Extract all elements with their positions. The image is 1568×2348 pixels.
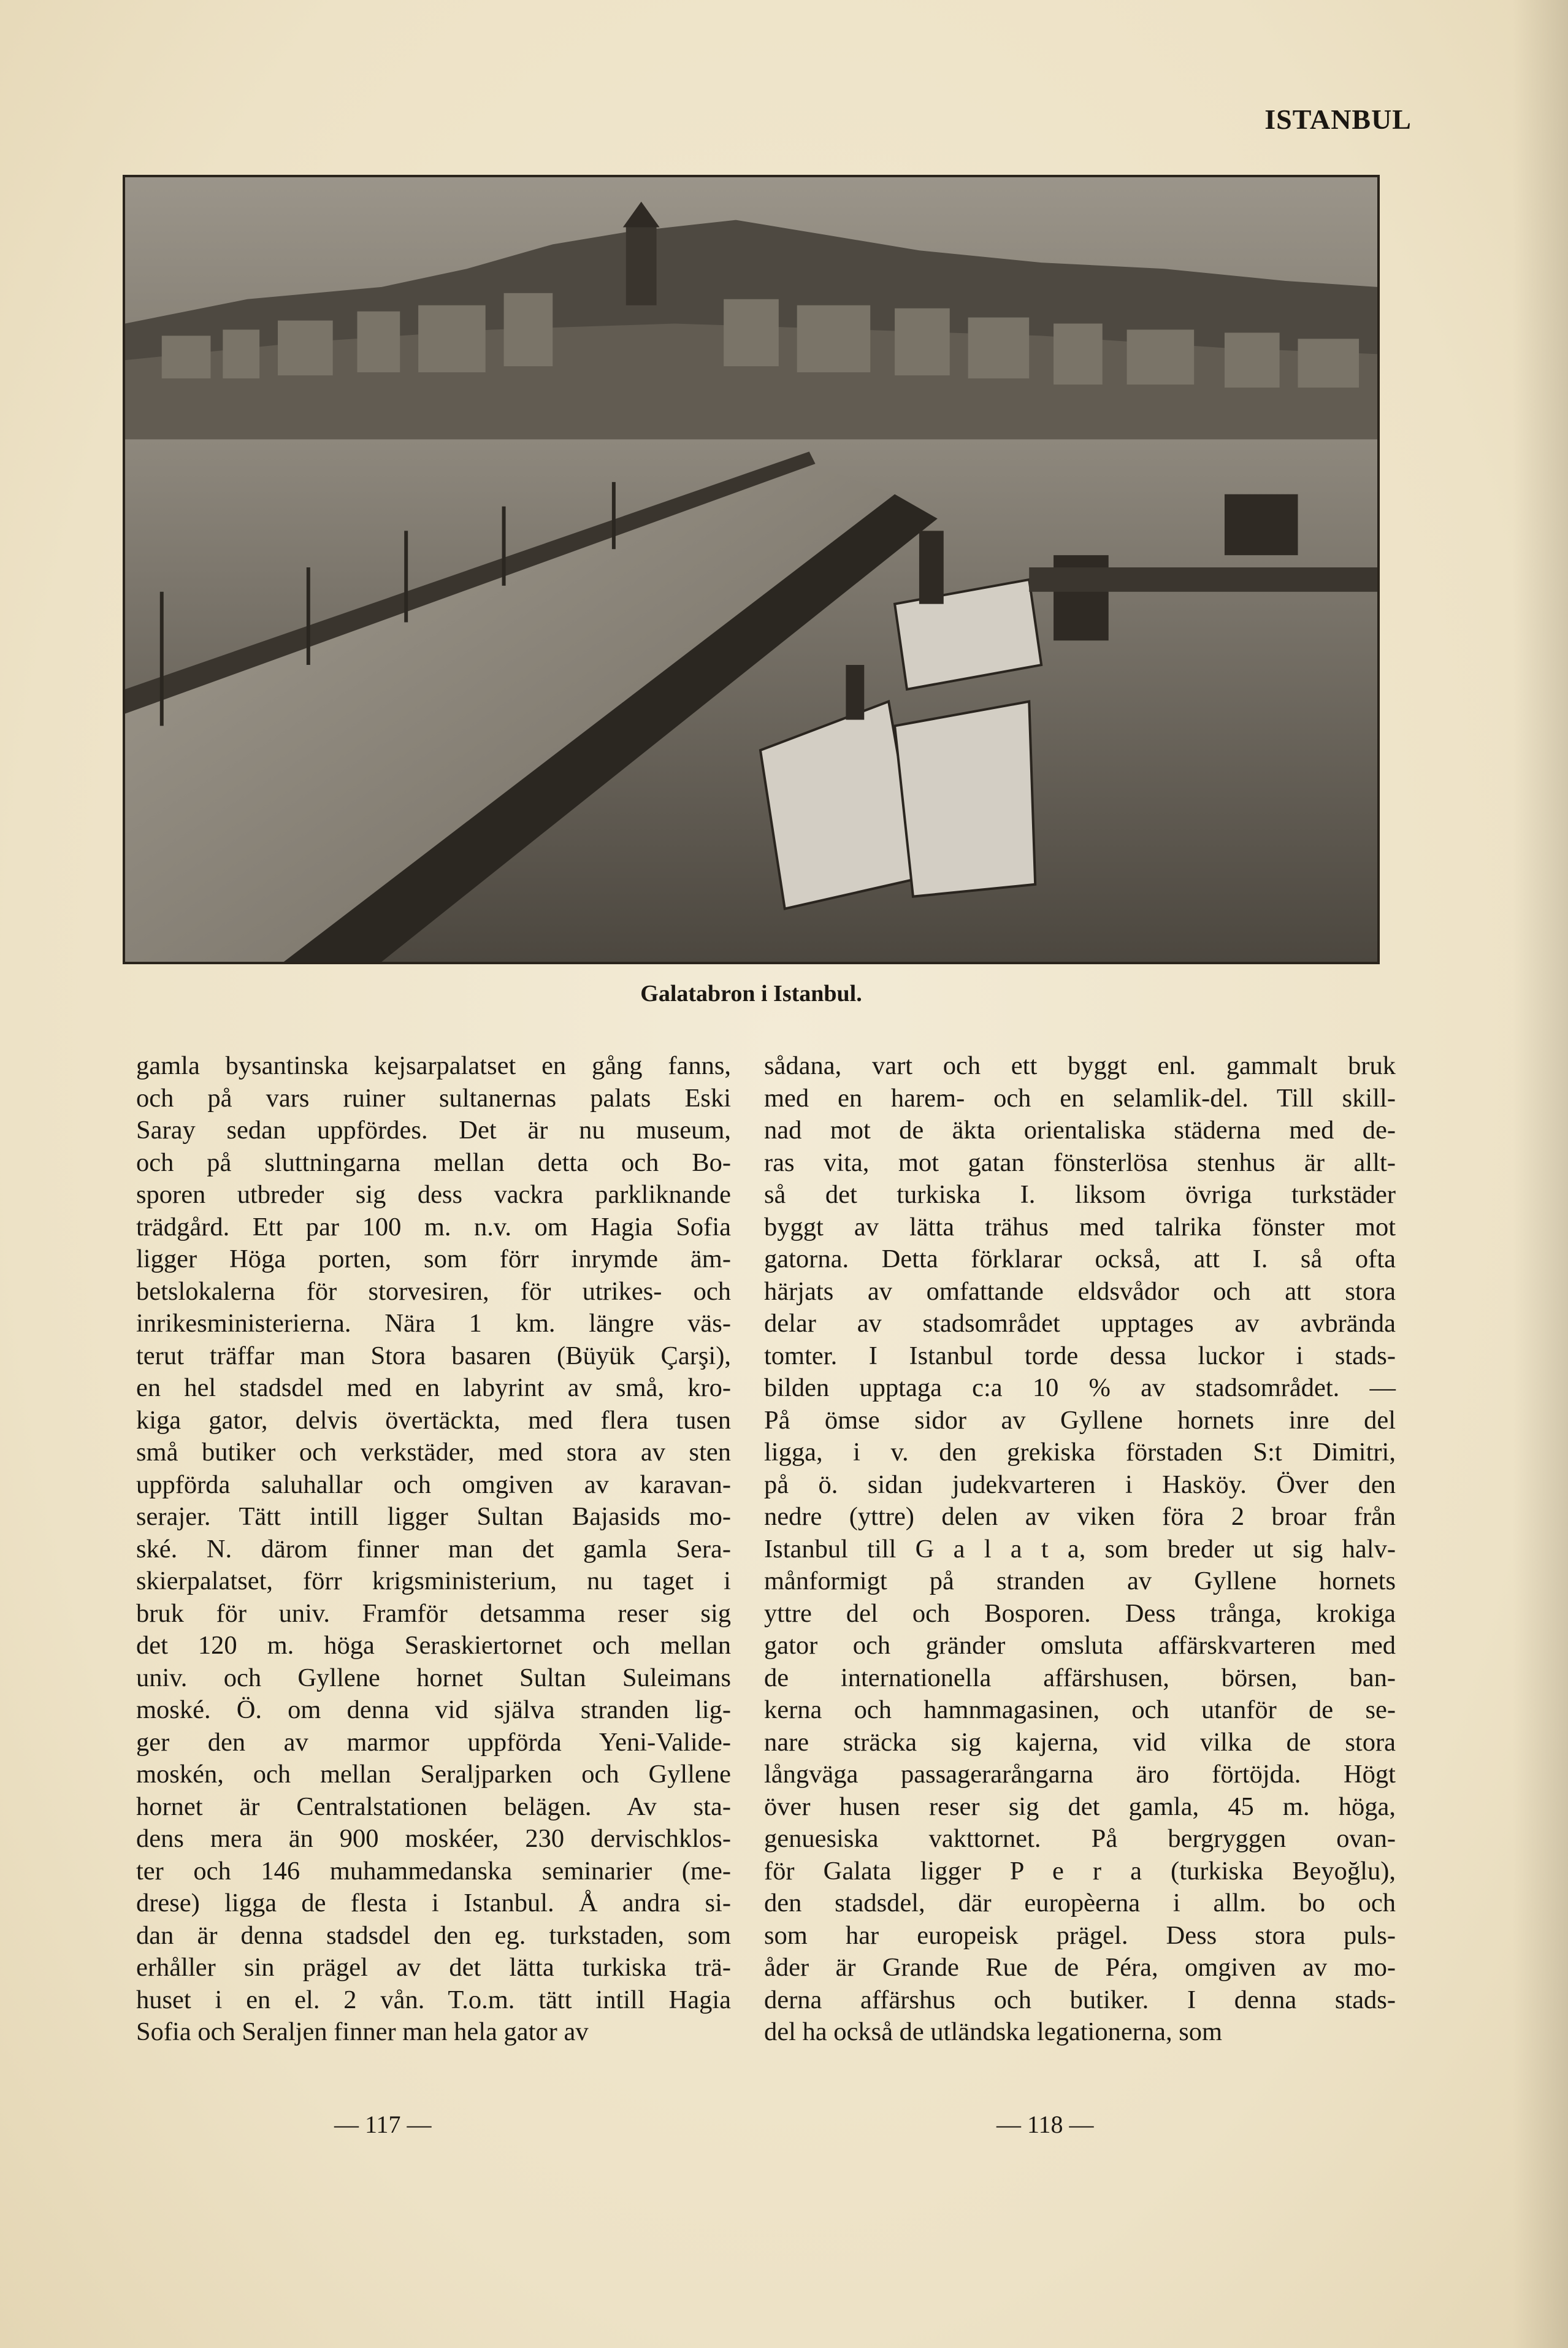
text-line: det 120 m. höga Seraskiertornet och mellan [136, 1631, 731, 1660]
text-line: nare sträcka sig kajerna, vid vilka de stora [764, 1727, 1396, 1757]
text-line: sporen utbreder sig dess vackra parkliknande [136, 1180, 731, 1209]
text-line: gator och gränder omsluta affärskvarteren med [764, 1631, 1396, 1660]
text-line: för Galata ligger P e r a (turkiska Beyoğlu), [764, 1856, 1396, 1886]
text-line: tomter. I Istanbul torde dessa luckor i stads- [764, 1341, 1396, 1370]
text-line: kiga gator, delvis övertäckta, med flera tusen [136, 1405, 731, 1435]
text-line: moské. Ö. om denna vid själva stranden lig- [136, 1695, 731, 1724]
text-line: Istanbul till G a l a t a, som breder ut sig halv- [764, 1534, 1396, 1563]
text-line: åder är Grande Rue de Péra, omgiven av mo- [764, 1953, 1396, 1982]
text-line: hornet är Centralstationen belägen. Av sta- [136, 1792, 731, 1821]
text-line: ské. N. därom finner man det gamla Sera- [136, 1534, 731, 1563]
text-line: uppförda saluhallar och omgiven av karavan- [136, 1470, 731, 1499]
text-line: terut träffar man Stora basaren (Büyük Çarşi), [136, 1341, 731, 1370]
text-line: som har europeisk prägel. Dess stora puls- [764, 1920, 1396, 1950]
right-column [764, 1050, 1396, 2049]
text-line: ger den av marmor uppförda Yeni-Valide- [136, 1727, 731, 1757]
text-line: Sofia och Seraljen finner man hela gator av [136, 2017, 589, 2046]
text-line: kerna och hamnmagasinen, och utanför de se- [764, 1695, 1396, 1724]
text-line: Saray sedan uppfördes. Det är nu museum, [136, 1116, 731, 1145]
text-line: ter och 146 muhammedanska seminarier (me- [136, 1856, 731, 1886]
text-line: del ha också de utländska legationerna, som [764, 2017, 1223, 2046]
text-line: de internationella affärshusen, börsen, ban- [764, 1663, 1396, 1692]
text-line: bilden upptaga c:a 10 % av stadsområdet. — [764, 1373, 1396, 1402]
text-line: på ö. sidan judekvarteren i Hasköy. Över den [764, 1470, 1396, 1499]
text-line: serajer. Tätt intill ligger Sultan Bajasids mo- [136, 1502, 731, 1531]
text-line: och på sluttningarna mellan detta och Bo- [136, 1148, 731, 1177]
text-line: huset i en el. 2 vån. T.o.m. tätt intill Hagia [136, 1985, 731, 2014]
text-line: nad mot de äkta orientaliska städerna med de- [764, 1116, 1396, 1145]
text-line: erhåller sin prägel av det lätta turkiska trä- [136, 1953, 731, 1982]
text-line: nedre (yttre) delen av viken föra 2 broar från [764, 1502, 1396, 1531]
text-line: bruk för univ. Framför detsamma reser sig [136, 1598, 731, 1628]
text-line: månformigt på stranden av Gyllene hornets [764, 1567, 1396, 1595]
text-line: långväga passagerarångarna äro förtöjda. Högt [764, 1760, 1396, 1789]
text-line: drese) ligga de flesta i Istanbul. Å andra si- [136, 1889, 731, 1917]
text-line: över husen reser sig det gamla, 45 m. höga, [764, 1792, 1396, 1821]
page-number-left: — 117 — [334, 2111, 432, 2138]
text-line: yttre del och Bosporen. Dess trånga, krokiga [764, 1598, 1396, 1628]
galata-bridge-photo [123, 175, 1380, 964]
page-edge-shadow [1513, 0, 1568, 2348]
text-line: gatorna. Detta förklarar också, att I. så ofta [764, 1245, 1396, 1273]
running-header: ISTANBUL [1264, 104, 1412, 135]
text-line: en hel stadsdel med en labyrint av små, kro- [136, 1373, 731, 1402]
text-line: gamla bysantinska kejsarpalatset en gång fanns, [136, 1051, 731, 1080]
text-line: trädgård. Ett par 100 m. n.v. om Hagia Sofia [136, 1212, 731, 1241]
page-number-right: — 118 — [996, 2111, 1094, 2138]
text-line: På ömse sidor av Gyllene hornets inre del [764, 1405, 1396, 1435]
text-line: derna affärshus och butiker. I denna stads- [764, 1985, 1396, 2014]
text-line: byggt av lätta trähus med talrika fönster mot [764, 1212, 1396, 1241]
text-line: och på vars ruiner sultanernas palats Eski [136, 1083, 731, 1113]
text-line: så det turkiska I. liksom övriga turkstäder [764, 1180, 1396, 1209]
text-line: dan är denna stadsdel den eg. turkstaden, som [136, 1920, 731, 1950]
text-line: ligga, i v. den grekiska förstaden S:t Dimitri, [764, 1438, 1396, 1467]
text-line: härjats av omfattande eldsvådor och att stora [764, 1276, 1396, 1306]
text-line: ras vita, mot gatan fönsterlösa stenhus är allt- [764, 1148, 1396, 1177]
text-line: betslokalerna för storvesiren, för utrikes- och [136, 1276, 731, 1306]
left-column [136, 1050, 731, 2049]
photo-caption: Galatabron i Istanbul. [640, 981, 862, 1007]
text-line: univ. och Gyllene hornet Sultan Suleimans [136, 1663, 731, 1692]
text-line: dens mera än 900 moskéer, 230 dervischklos- [136, 1824, 731, 1853]
text-line: sådana, vart och ett byggt enl. gammalt bruk [764, 1051, 1396, 1080]
text-line: skierpalatset, förr krigsministerium, nu taget i [136, 1567, 731, 1595]
text-line: den stadsdel, där europèerna i allm. bo och [764, 1889, 1396, 1917]
text-line: ligger Höga porten, som förr inrymde äm- [136, 1245, 731, 1273]
text-line: genuesiska vakttornet. På bergryggen ovan- [764, 1824, 1396, 1853]
text-line: små butiker och verkstäder, med stora av sten [136, 1438, 731, 1467]
text-line: inrikesministerierna. Nära 1 km. längre väs- [136, 1309, 731, 1338]
text-line: moskén, och mellan Seraljparken och Gyllene [136, 1760, 731, 1789]
text-line: med en harem- och en selamlik-del. Till skill- [764, 1083, 1396, 1113]
text-line: delar av stadsområdet upptages av avbrända [764, 1309, 1396, 1338]
